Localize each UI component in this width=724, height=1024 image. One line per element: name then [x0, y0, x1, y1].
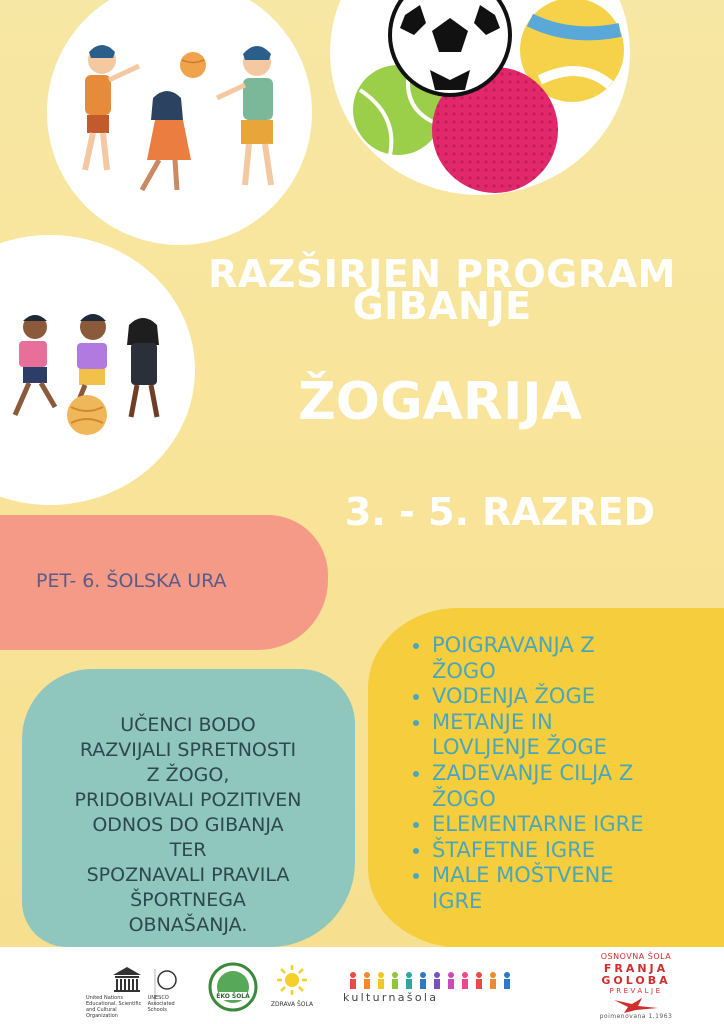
- activity-item-line: VODENJA ŽOGE: [432, 684, 595, 709]
- kids-throwing-ball-icon: [47, 0, 312, 245]
- description-text: [32, 713, 344, 938]
- description-line: UČENCI BODO: [120, 714, 256, 736]
- zdrava-sola-label: ZDRAVA ŠOLA: [270, 1001, 314, 1008]
- kids-running-icon: [0, 235, 195, 505]
- description-line: Z ŽOGO,: [146, 764, 230, 786]
- eko-sola-logo-icon: [202, 962, 264, 1012]
- grades: 3. - 5. RAZRED: [344, 490, 656, 534]
- activity-item: [410, 838, 643, 864]
- activity-item-line: ZADEVANJE CILJA Z: [432, 760, 634, 785]
- title-line1: RAZŠIRJEN PROGRAM: [208, 252, 676, 296]
- unesco-caption: [86, 995, 206, 1019]
- activity-item: [410, 710, 643, 761]
- activity-item: [410, 812, 643, 838]
- schedule-text: PET- 6. ŠOLSKA URA: [36, 570, 227, 592]
- school-name-line2: FRANJA: [603, 962, 669, 975]
- activity-item-line: MALE MOŠTVENE: [432, 863, 614, 888]
- activity-item: [410, 633, 643, 684]
- activity-item-line: ŽOGO: [432, 786, 496, 811]
- activity-name: ŽOGARIJA: [298, 372, 582, 432]
- description-line: PRIDOBIVALI POZITIVEN: [74, 789, 302, 811]
- unesco-text: United Nations Educational, Scientific and Cultural Organization: [86, 995, 142, 1019]
- description-line: ŠPORTNEGA: [130, 889, 246, 911]
- eko-sola-label: EKO ŠOLA: [216, 993, 250, 1000]
- school-name-line1: OSNOVNA ŠOLA: [600, 952, 672, 961]
- activity-item: [410, 761, 643, 812]
- description-line: RAZVIJALI SPRETNOSTI: [79, 739, 297, 761]
- description-line: TER: [169, 839, 207, 861]
- kids-running-with-ball-illustration: [0, 235, 195, 505]
- activity-item: [410, 863, 643, 914]
- title-line2: GIBANJE: [352, 284, 532, 328]
- activity-item-line: LOVLJENJE ŽOGE: [432, 735, 607, 760]
- unesco-schools-text: UNESCO Associated Schools: [147, 995, 175, 1013]
- school-name-line3: GOLOBA: [601, 974, 671, 987]
- description-line: ODNOS DO GIBANJA: [92, 814, 284, 836]
- kids-throwing-ball-illustration: [47, 0, 312, 245]
- balls-icon: [330, 0, 630, 195]
- description-line: SPOZNAVALI PRAVILA: [86, 864, 290, 886]
- school-name-line4: PREVALJE: [609, 987, 663, 995]
- kulturna-sola-logo-icon: [345, 970, 515, 1010]
- activity-item-line: POIGRAVANJA Z: [432, 633, 595, 657]
- kulturna-sola-label: kulturnašola: [343, 991, 439, 1004]
- description-line: OBNAŠANJA.: [128, 914, 248, 936]
- school-name-line5: poimenovana 1.1963: [599, 1013, 673, 1020]
- balls-illustration: [330, 0, 630, 195]
- activities-list: [410, 633, 643, 915]
- activity-item-line: ŠTAFETNE IGRE: [432, 837, 596, 862]
- activity-item: [410, 684, 643, 710]
- activity-item-line: ŽOGO: [432, 658, 496, 683]
- zdrava-sola-logo-icon: [268, 962, 316, 1010]
- activity-item-line: IGRE: [432, 888, 483, 913]
- activity-item-line: METANJE IN: [432, 709, 553, 734]
- dove-icon: [612, 996, 660, 1014]
- activity-item-line: ELEMENTARNE IGRE: [432, 812, 644, 837]
